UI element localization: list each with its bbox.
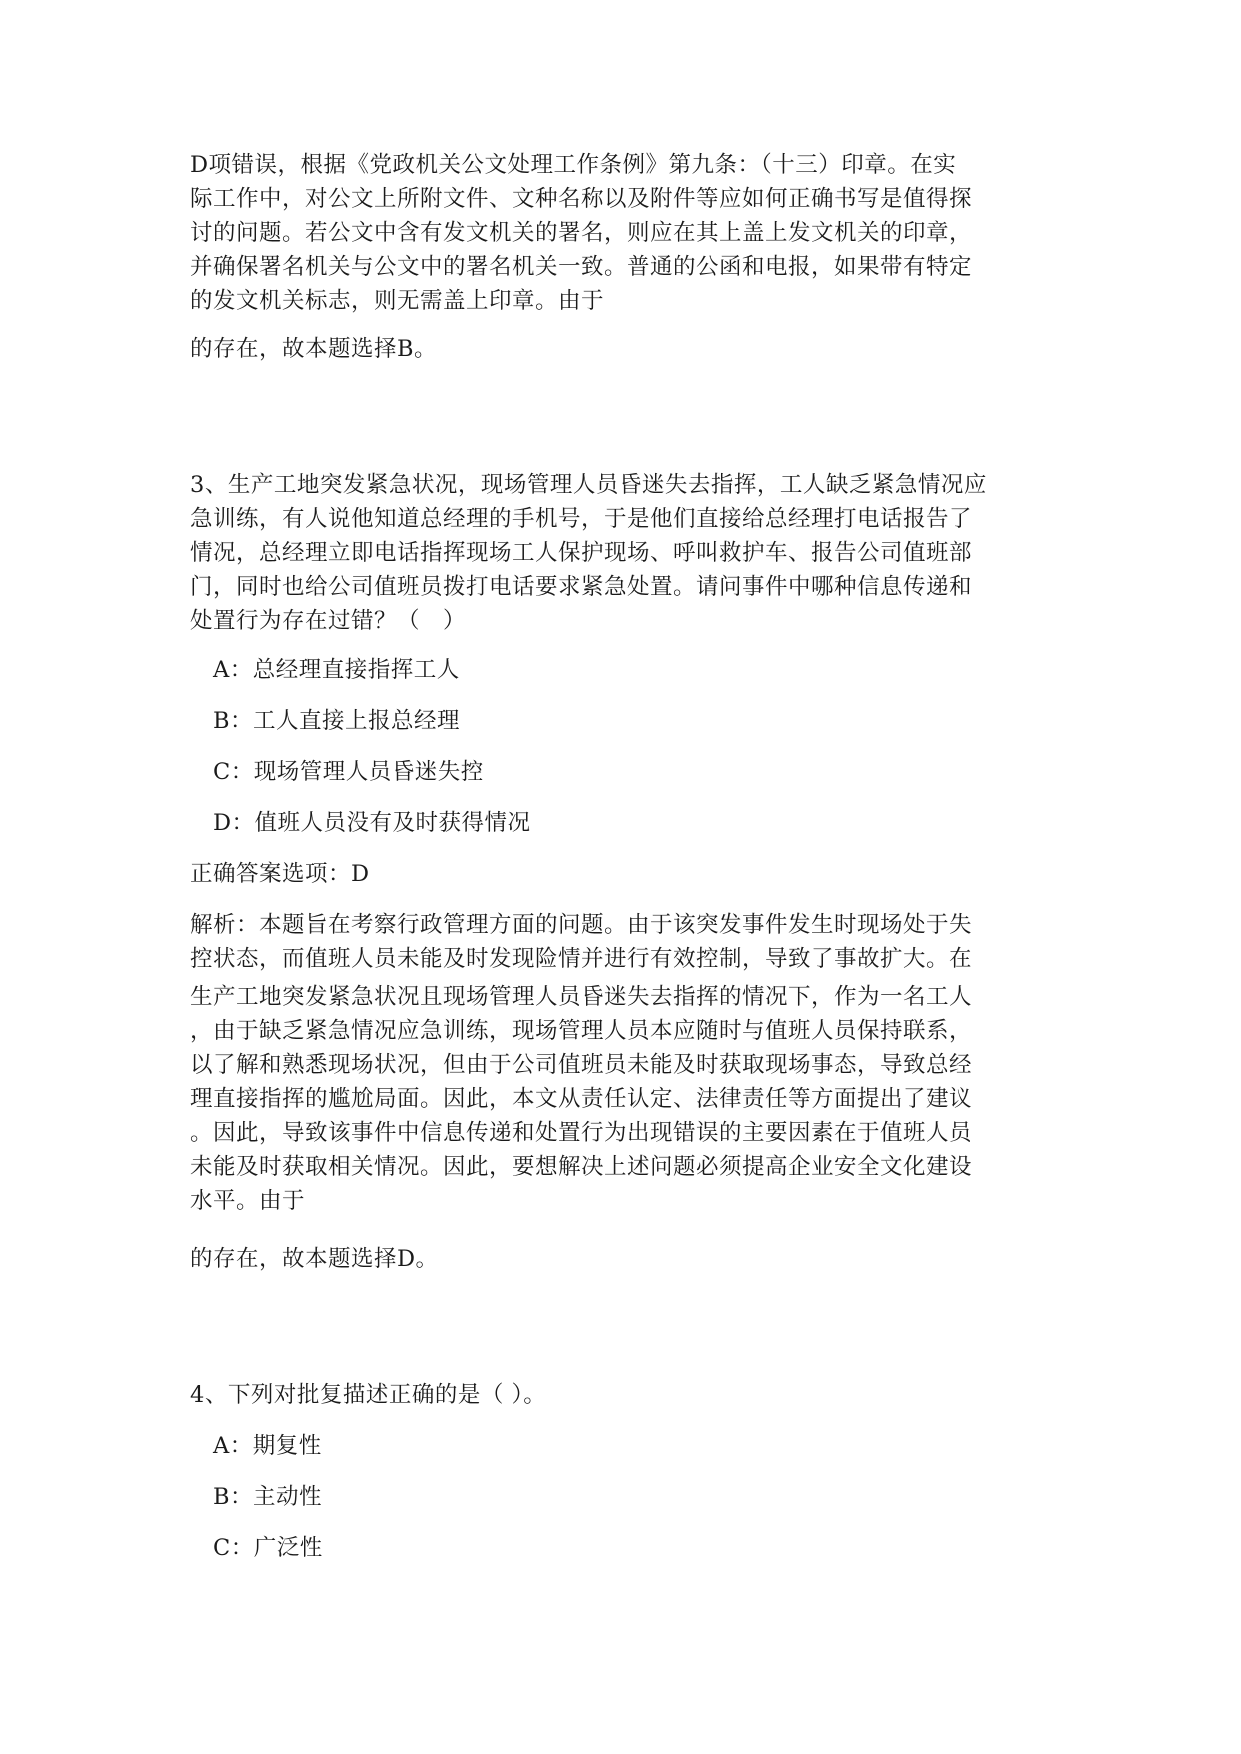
q2-analysis-line: 并确保署名机关与公文中的署名机关一致。普通的公函和电报，如果带有特定 [190, 254, 973, 280]
q3-option-d: D：值班人员没有及时获得情况 [213, 810, 531, 836]
q4-stem: 4、下列对批复描述正确的是（ ）。 [190, 1382, 547, 1408]
q3-analysis-part1 [190, 908, 972, 976]
q4-option-a: A：期复性 [213, 1433, 322, 1459]
q3-analysis-line: ，由于缺乏紧急情况应急训练，现场管理人员本应随时与值班人员保持联系， [190, 1018, 973, 1044]
q3-conclusion: 的存在，故本题选择D。 [190, 1246, 439, 1272]
q4-option-b: B：主动性 [213, 1484, 323, 1510]
q3-stem-line: 处置行为存在过错？（ ） [190, 608, 467, 634]
q2-analysis-line: D项错误，根据《党政机关公文处理工作条例》第九条：（十三）印章。在实 [190, 152, 957, 178]
q2-conclusion: 的存在，故本题选择B。 [190, 336, 438, 362]
q3-stem-line: 门，同时也给公司值班员拨打电话要求紧急处置。请问事件中哪种信息传递和 [190, 574, 973, 600]
q3-answer: 正确答案选项：D [190, 861, 370, 887]
q3-stem [190, 468, 987, 638]
q3-option-a: A：总经理直接指挥工人 [213, 657, 460, 683]
q3-analysis-line: 控状态，而值班人员未能及时发现险情并进行有效控制，导致了事故扩大。在 [190, 946, 973, 972]
q2-analysis-line: 讨的问题。若公文中含有发文机关的署名，则应在其上盖上发文机关的印章， [190, 220, 973, 246]
q2-analysis-line: 的发文机关标志，则无需盖上印章。由于 [190, 288, 605, 314]
q3-analysis-line: 解析：本题旨在考察行政管理方面的问题。由于该突发事件发生时现场处于失 [190, 912, 973, 938]
q3-option-c: C：现场管理人员昏迷失控 [213, 759, 484, 785]
q3-analysis-line: 理直接指挥的尴尬局面。因此，本文从责任认定、法律责任等方面提出了建议 [190, 1086, 973, 1112]
q4-option-c: C：广泛性 [213, 1535, 323, 1561]
q2-analysis [190, 148, 972, 318]
q3-option-b: B：工人直接上报总经理 [213, 708, 461, 734]
q3-analysis-line: 。因此，导致该事件中信息传递和处置行为出现错误的主要因素在于值班人员 [190, 1120, 973, 1146]
q3-analysis-line: 以了解和熟悉现场状况，但由于公司值班员未能及时获取现场事态，导致总经 [190, 1052, 973, 1078]
q3-analysis-line: 未能及时获取相关情况。因此，要想解决上述问题必须提高企业安全文化建设 [190, 1154, 973, 1180]
q3-stem-line: 情况，总经理立即电话指挥现场工人保护现场、呼叫救护车、报告公司值班部 [190, 540, 973, 566]
q3-analysis-line: 生产工地突发紧急状况且现场管理人员昏迷失去指挥的情况下，作为一名工人 [190, 984, 973, 1010]
q3-stem-line: 急训练，有人说他知道总经理的手机号，于是他们直接给总经理打电话报告了 [190, 506, 973, 532]
q3-analysis-part2 [190, 980, 972, 1218]
q3-analysis-line: 水平。由于 [190, 1188, 306, 1214]
q3-stem-line: 3、生产工地突发紧急状况，现场管理人员昏迷失去指挥，工人缺乏紧急情况应 [190, 472, 987, 498]
q2-analysis-line: 际工作中，对公文上所附文件、文种名称以及附件等应如何正确书写是值得探 [190, 186, 973, 212]
